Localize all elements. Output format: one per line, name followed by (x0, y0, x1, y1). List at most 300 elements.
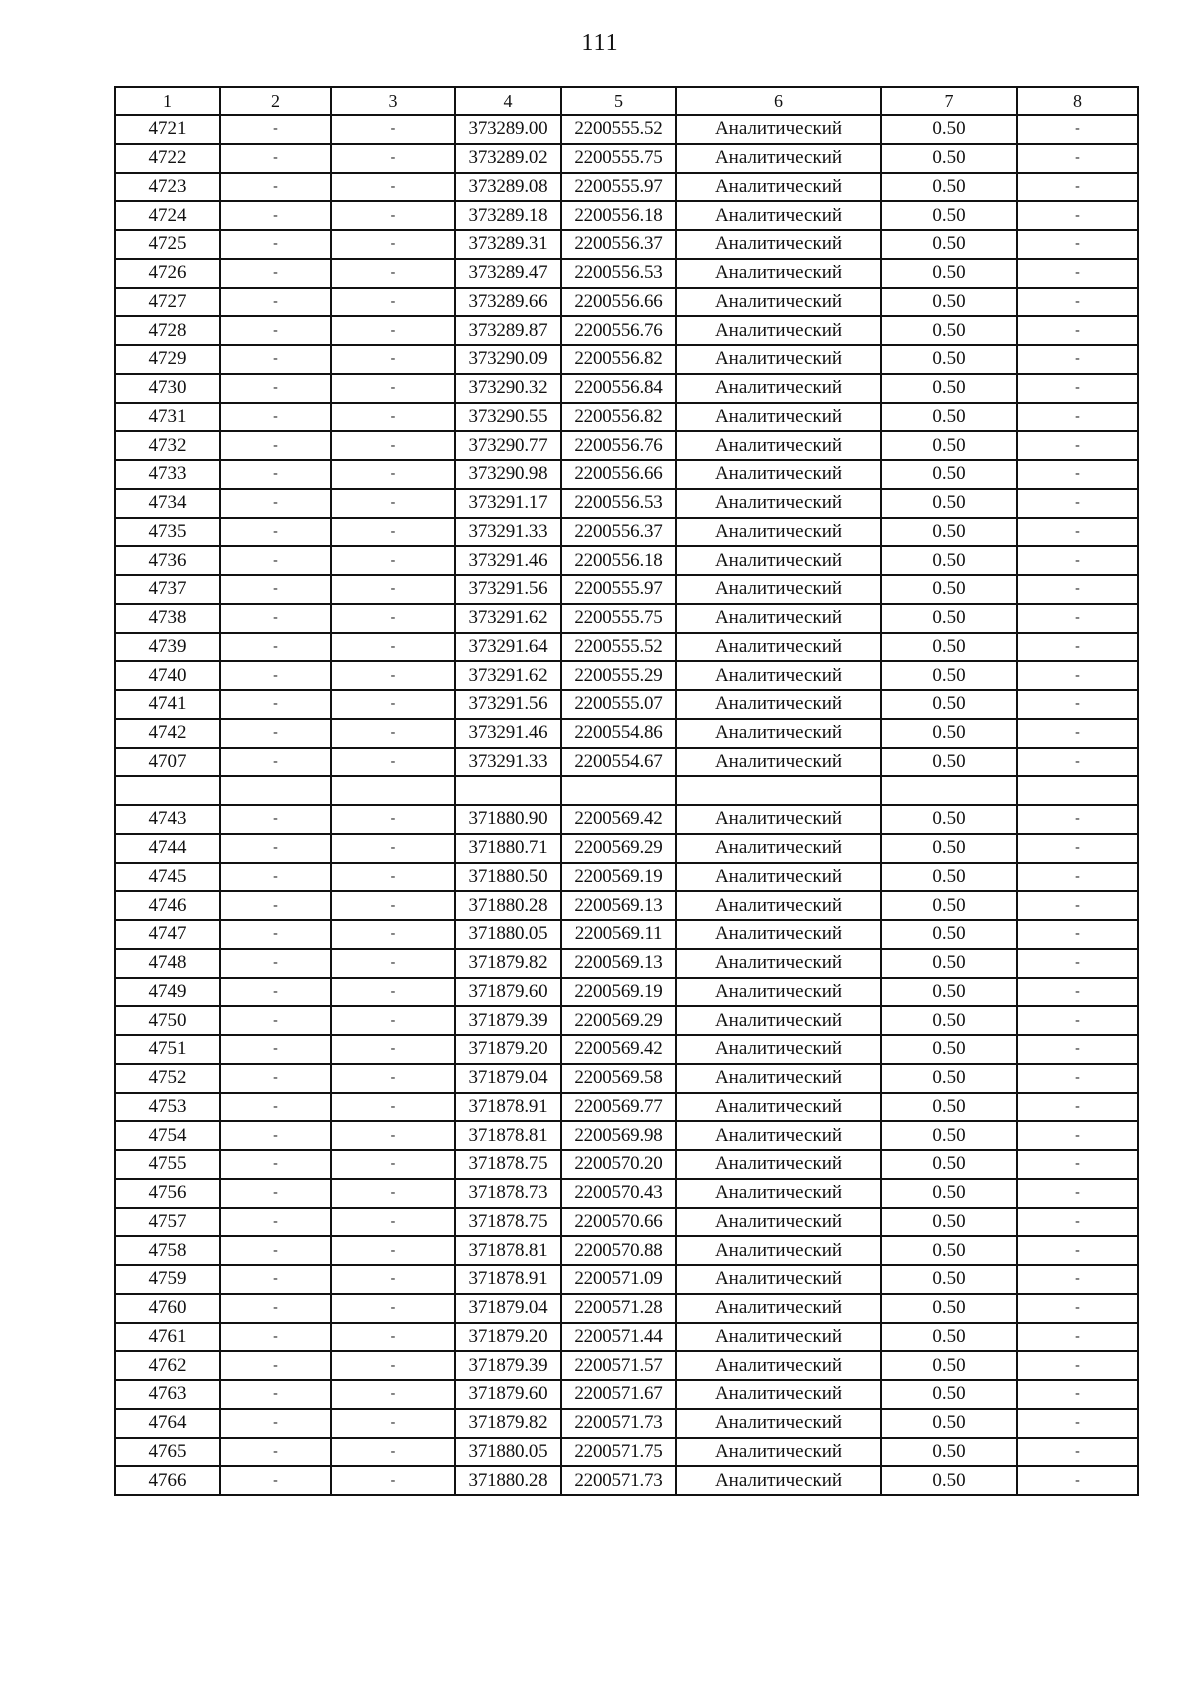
column-header-4: 4 (455, 87, 561, 115)
accuracy-cell: 0.50 (881, 748, 1017, 777)
x-coordinate-cell: 373291.56 (455, 575, 561, 604)
accuracy-cell: 0.50 (881, 1323, 1017, 1352)
x-coordinate-cell: 371880.05 (455, 1438, 561, 1467)
method-cell: Аналитический (676, 575, 881, 604)
accuracy-cell: 0.50 (881, 173, 1017, 202)
col3-value-cell: - (331, 1466, 455, 1495)
col3-value-cell: - (331, 949, 455, 978)
col8-value-cell: - (1017, 949, 1138, 978)
col8-value-cell: - (1017, 1466, 1138, 1495)
col3-value-cell: - (331, 144, 455, 173)
method-cell: Аналитический (676, 1035, 881, 1064)
col3-value-cell: - (331, 1150, 455, 1179)
accuracy-cell: 0.50 (881, 949, 1017, 978)
col2-value-cell: - (220, 661, 331, 690)
accuracy-cell: 0.50 (881, 518, 1017, 547)
accuracy-cell: 0.50 (881, 1035, 1017, 1064)
col8-value-cell: - (1017, 690, 1138, 719)
x-coordinate-cell: 371880.05 (455, 920, 561, 949)
col2-value-cell: - (220, 173, 331, 202)
method-cell: Аналитический (676, 1006, 881, 1035)
point-number-cell: 4765 (115, 1438, 220, 1467)
column-header-8: 8 (1017, 87, 1138, 115)
y-coordinate-cell: 2200569.29 (561, 1006, 676, 1035)
x-coordinate-cell: 371879.04 (455, 1294, 561, 1323)
col8-value-cell: - (1017, 518, 1138, 547)
x-coordinate-cell: 371879.82 (455, 1409, 561, 1438)
y-coordinate-cell: 2200554.86 (561, 719, 676, 748)
x-coordinate-cell: 373290.09 (455, 345, 561, 374)
table-row (115, 345, 1138, 374)
col3-value-cell: - (331, 1351, 455, 1380)
table-row (115, 661, 1138, 690)
table-row (115, 748, 1138, 777)
method-cell: Аналитический (676, 661, 881, 690)
col8-value-cell: - (1017, 1150, 1138, 1179)
method-cell: Аналитический (676, 431, 881, 460)
col3-value-cell: - (331, 891, 455, 920)
x-coordinate-cell: 373291.56 (455, 690, 561, 719)
accuracy-cell: 0.50 (881, 1236, 1017, 1265)
method-cell: Аналитический (676, 1409, 881, 1438)
table-body (115, 115, 1138, 1495)
accuracy-cell: 0.50 (881, 288, 1017, 317)
method-cell: Аналитический (676, 230, 881, 259)
col3-value-cell: - (331, 489, 455, 518)
col2-value-cell: - (220, 259, 331, 288)
col2-value-cell: - (220, 1121, 331, 1150)
table-row (115, 891, 1138, 920)
col3-value-cell: - (331, 1035, 455, 1064)
method-cell: Аналитический (676, 604, 881, 633)
method-cell: Аналитический (676, 460, 881, 489)
y-coordinate-cell: 2200571.09 (561, 1265, 676, 1294)
accuracy-cell: 0.50 (881, 1093, 1017, 1122)
table-row (115, 805, 1138, 834)
x-coordinate-cell: 373289.08 (455, 173, 561, 202)
method-cell: Аналитический (676, 173, 881, 202)
col3-value-cell: - (331, 1294, 455, 1323)
accuracy-cell: 0.50 (881, 1265, 1017, 1294)
col2-value-cell: - (220, 1409, 331, 1438)
y-coordinate-cell: 2200571.57 (561, 1351, 676, 1380)
point-number-cell: 4758 (115, 1236, 220, 1265)
y-coordinate-cell: 2200569.13 (561, 949, 676, 978)
col8-value-cell: - (1017, 719, 1138, 748)
accuracy-cell: 0.50 (881, 575, 1017, 604)
method-cell: Аналитический (676, 719, 881, 748)
column-header-5: 5 (561, 87, 676, 115)
accuracy-cell: 0.50 (881, 431, 1017, 460)
y-coordinate-cell: 2200569.58 (561, 1064, 676, 1093)
table-row (115, 144, 1138, 173)
table-header-row (115, 87, 1138, 115)
accuracy-cell: 0.50 (881, 259, 1017, 288)
method-cell: Аналитический (676, 949, 881, 978)
col3-value-cell: - (331, 575, 455, 604)
y-coordinate-cell: 2200556.53 (561, 259, 676, 288)
col2-value-cell: - (220, 374, 331, 403)
point-number-cell: 4749 (115, 978, 220, 1007)
col3-value-cell: - (331, 834, 455, 863)
table-row (115, 1121, 1138, 1150)
col2-value-cell: - (220, 403, 331, 432)
table-row (115, 690, 1138, 719)
col3-value-cell: - (331, 748, 455, 777)
y-coordinate-cell: 2200556.18 (561, 546, 676, 575)
point-number-cell: 4741 (115, 690, 220, 719)
x-coordinate-cell: 371880.28 (455, 891, 561, 920)
table-row (115, 575, 1138, 604)
method-cell: Аналитический (676, 834, 881, 863)
point-number-cell: 4730 (115, 374, 220, 403)
table-row (115, 1179, 1138, 1208)
table-row (115, 259, 1138, 288)
col2-value-cell: - (220, 1035, 331, 1064)
x-coordinate-cell: 373289.47 (455, 259, 561, 288)
point-number-cell: 4755 (115, 1150, 220, 1179)
col3-value-cell: - (331, 173, 455, 202)
col2-value-cell: - (220, 834, 331, 863)
point-number-cell: 4740 (115, 661, 220, 690)
table-row (115, 920, 1138, 949)
accuracy-cell: 0.50 (881, 316, 1017, 345)
col2-value-cell: - (220, 1006, 331, 1035)
col8-value-cell: - (1017, 173, 1138, 202)
col2-value-cell: - (220, 489, 331, 518)
table-row (115, 316, 1138, 345)
x-coordinate-cell: 371879.20 (455, 1035, 561, 1064)
accuracy-cell: 0.50 (881, 345, 1017, 374)
col3-value-cell: - (331, 546, 455, 575)
y-coordinate-cell: 2200570.43 (561, 1179, 676, 1208)
accuracy-cell: 0.50 (881, 1294, 1017, 1323)
y-coordinate-cell: 2200556.76 (561, 316, 676, 345)
point-number-cell: 4746 (115, 891, 220, 920)
method-cell: Аналитический (676, 978, 881, 1007)
col8-value-cell: - (1017, 1380, 1138, 1409)
col8-value-cell: - (1017, 1064, 1138, 1093)
table-row (115, 1294, 1138, 1323)
accuracy-cell: 0.50 (881, 489, 1017, 518)
y-coordinate-cell: 2200569.19 (561, 863, 676, 892)
col8-value-cell: - (1017, 1236, 1138, 1265)
col3-value-cell: - (331, 230, 455, 259)
method-cell: Аналитический (676, 403, 881, 432)
y-coordinate-cell: 2200569.11 (561, 920, 676, 949)
x-coordinate-cell: 371878.91 (455, 1093, 561, 1122)
table-row (115, 834, 1138, 863)
col8-value-cell: - (1017, 834, 1138, 863)
x-coordinate-cell: 371878.75 (455, 1150, 561, 1179)
method-cell: Аналитический (676, 1179, 881, 1208)
col3-value-cell: - (331, 1006, 455, 1035)
accuracy-cell: 0.50 (881, 230, 1017, 259)
col8-value-cell: - (1017, 1179, 1138, 1208)
table-row (115, 1064, 1138, 1093)
col8-value-cell: - (1017, 805, 1138, 834)
point-number-cell: 4738 (115, 604, 220, 633)
col2-value-cell: - (220, 690, 331, 719)
method-cell: Аналитический (676, 1208, 881, 1237)
col3-value-cell: - (331, 805, 455, 834)
accuracy-cell: 0.50 (881, 834, 1017, 863)
col2-value-cell: - (220, 1380, 331, 1409)
x-coordinate-cell: 373291.33 (455, 748, 561, 777)
col3-value-cell: - (331, 978, 455, 1007)
col8-value-cell: - (1017, 748, 1138, 777)
y-coordinate-cell: 2200555.52 (561, 115, 676, 144)
y-coordinate-cell: 2200571.73 (561, 1466, 676, 1495)
y-coordinate-cell: 2200570.88 (561, 1236, 676, 1265)
method-cell: Аналитический (676, 288, 881, 317)
point-number-cell (115, 776, 220, 805)
y-coordinate-cell: 2200571.44 (561, 1323, 676, 1352)
table-row (115, 115, 1138, 144)
col3-value-cell: - (331, 1208, 455, 1237)
col2-value-cell: - (220, 633, 331, 662)
method-cell: Аналитический (676, 546, 881, 575)
x-coordinate-cell: 371879.82 (455, 949, 561, 978)
table-row (115, 1093, 1138, 1122)
col3-value-cell: - (331, 661, 455, 690)
col8-value-cell (1017, 776, 1138, 805)
method-cell: Аналитический (676, 690, 881, 719)
method-cell: Аналитический (676, 518, 881, 547)
point-number-cell: 4766 (115, 1466, 220, 1495)
point-number-cell: 4728 (115, 316, 220, 345)
table-row (115, 1466, 1138, 1495)
col2-value-cell: - (220, 201, 331, 230)
table-row (115, 1438, 1138, 1467)
x-coordinate-cell: 371878.73 (455, 1179, 561, 1208)
col8-value-cell: - (1017, 345, 1138, 374)
col8-value-cell: - (1017, 1035, 1138, 1064)
column-header-6: 6 (676, 87, 881, 115)
point-number-cell: 4750 (115, 1006, 220, 1035)
y-coordinate-cell: 2200556.66 (561, 460, 676, 489)
x-coordinate-cell: 373291.62 (455, 604, 561, 633)
col2-value-cell: - (220, 719, 331, 748)
accuracy-cell: 0.50 (881, 403, 1017, 432)
table-row (115, 201, 1138, 230)
y-coordinate-cell: 2200571.75 (561, 1438, 676, 1467)
point-number-cell: 4727 (115, 288, 220, 317)
col3-value-cell: - (331, 403, 455, 432)
table-row (115, 1351, 1138, 1380)
col2-value-cell: - (220, 345, 331, 374)
col3-value-cell: - (331, 1265, 455, 1294)
point-number-cell: 4721 (115, 115, 220, 144)
table-row (115, 1323, 1138, 1352)
y-coordinate-cell: 2200556.53 (561, 489, 676, 518)
col8-value-cell: - (1017, 1351, 1138, 1380)
accuracy-cell: 0.50 (881, 1409, 1017, 1438)
table-row (115, 403, 1138, 432)
x-coordinate-cell: 373291.17 (455, 489, 561, 518)
col2-value-cell: - (220, 1294, 331, 1323)
accuracy-cell: 0.50 (881, 863, 1017, 892)
method-cell: Аналитический (676, 1323, 881, 1352)
x-coordinate-cell: 373290.77 (455, 431, 561, 460)
accuracy-cell: 0.50 (881, 460, 1017, 489)
col2-value-cell: - (220, 1150, 331, 1179)
col2-value-cell: - (220, 1179, 331, 1208)
x-coordinate-cell: 373289.66 (455, 288, 561, 317)
x-coordinate-cell: 373290.32 (455, 374, 561, 403)
method-cell: Аналитический (676, 891, 881, 920)
method-cell: Аналитический (676, 1351, 881, 1380)
col8-value-cell: - (1017, 546, 1138, 575)
table-row (115, 1006, 1138, 1035)
accuracy-cell: 0.50 (881, 633, 1017, 662)
method-cell: Аналитический (676, 1294, 881, 1323)
table-row (115, 1150, 1138, 1179)
x-coordinate-cell (455, 776, 561, 805)
col8-value-cell: - (1017, 1121, 1138, 1150)
accuracy-cell: 0.50 (881, 1150, 1017, 1179)
column-header-1: 1 (115, 87, 220, 115)
x-coordinate-cell: 371878.75 (455, 1208, 561, 1237)
col2-value-cell: - (220, 1093, 331, 1122)
x-coordinate-cell: 371879.39 (455, 1006, 561, 1035)
point-number-cell: 4734 (115, 489, 220, 518)
x-coordinate-cell: 373291.64 (455, 633, 561, 662)
accuracy-cell: 0.50 (881, 690, 1017, 719)
y-coordinate-cell: 2200556.66 (561, 288, 676, 317)
x-coordinate-cell: 373290.98 (455, 460, 561, 489)
y-coordinate-cell: 2200555.52 (561, 633, 676, 662)
y-coordinate-cell: 2200555.75 (561, 604, 676, 633)
column-header-7: 7 (881, 87, 1017, 115)
table-row (115, 374, 1138, 403)
y-coordinate-cell: 2200556.37 (561, 518, 676, 547)
col3-value-cell: - (331, 1179, 455, 1208)
col3-value-cell: - (331, 920, 455, 949)
col3-value-cell: - (331, 288, 455, 317)
point-number-cell: 4722 (115, 144, 220, 173)
accuracy-cell (881, 776, 1017, 805)
col8-value-cell: - (1017, 489, 1138, 518)
col8-value-cell: - (1017, 575, 1138, 604)
col2-value-cell: - (220, 1265, 331, 1294)
col2-value-cell: - (220, 1323, 331, 1352)
method-cell: Аналитический (676, 259, 881, 288)
table-row (115, 863, 1138, 892)
column-header-3: 3 (331, 87, 455, 115)
point-number-cell: 4745 (115, 863, 220, 892)
col8-value-cell: - (1017, 604, 1138, 633)
x-coordinate-cell: 371880.28 (455, 1466, 561, 1495)
table-row (115, 1265, 1138, 1294)
method-cell: Аналитический (676, 920, 881, 949)
page-number: 111 (581, 30, 619, 56)
point-number-cell: 4729 (115, 345, 220, 374)
col3-value-cell (331, 776, 455, 805)
col2-value-cell: - (220, 949, 331, 978)
x-coordinate-cell: 373290.55 (455, 403, 561, 432)
x-coordinate-cell: 371880.50 (455, 863, 561, 892)
point-number-cell: 4763 (115, 1380, 220, 1409)
accuracy-cell: 0.50 (881, 805, 1017, 834)
x-coordinate-cell: 373289.31 (455, 230, 561, 259)
col2-value-cell: - (220, 1208, 331, 1237)
point-number-cell: 4761 (115, 1323, 220, 1352)
x-coordinate-cell: 371878.91 (455, 1265, 561, 1294)
col8-value-cell: - (1017, 1438, 1138, 1467)
accuracy-cell: 0.50 (881, 891, 1017, 920)
col2-value-cell: - (220, 1466, 331, 1495)
method-cell: Аналитический (676, 316, 881, 345)
method-cell: Аналитический (676, 144, 881, 173)
col8-value-cell: - (1017, 978, 1138, 1007)
method-cell: Аналитический (676, 374, 881, 403)
accuracy-cell: 0.50 (881, 1466, 1017, 1495)
y-coordinate-cell: 2200569.19 (561, 978, 676, 1007)
col2-value-cell: - (220, 1236, 331, 1265)
y-coordinate-cell: 2200569.98 (561, 1121, 676, 1150)
point-number-cell: 4762 (115, 1351, 220, 1380)
col8-value-cell: - (1017, 1294, 1138, 1323)
point-number-cell: 4742 (115, 719, 220, 748)
point-number-cell: 4759 (115, 1265, 220, 1294)
x-coordinate-cell: 371880.71 (455, 834, 561, 863)
y-coordinate-cell: 2200555.97 (561, 575, 676, 604)
table-row (115, 633, 1138, 662)
col3-value-cell: - (331, 201, 455, 230)
col3-value-cell: - (331, 1438, 455, 1467)
method-cell: Аналитический (676, 633, 881, 662)
col3-value-cell: - (331, 604, 455, 633)
col3-value-cell: - (331, 633, 455, 662)
accuracy-cell: 0.50 (881, 661, 1017, 690)
table-row (115, 1409, 1138, 1438)
method-cell: Аналитический (676, 489, 881, 518)
col8-value-cell: - (1017, 891, 1138, 920)
col2-value-cell: - (220, 1351, 331, 1380)
col2-value-cell: - (220, 230, 331, 259)
table-row (115, 949, 1138, 978)
col8-value-cell: - (1017, 201, 1138, 230)
col2-value-cell: - (220, 431, 331, 460)
table-row (115, 288, 1138, 317)
accuracy-cell: 0.50 (881, 719, 1017, 748)
col3-value-cell: - (331, 719, 455, 748)
accuracy-cell: 0.50 (881, 978, 1017, 1007)
x-coordinate-cell: 371879.60 (455, 1380, 561, 1409)
col3-value-cell: - (331, 259, 455, 288)
method-cell: Аналитический (676, 1438, 881, 1467)
x-coordinate-cell: 373289.18 (455, 201, 561, 230)
y-coordinate-cell: 2200555.07 (561, 690, 676, 719)
y-coordinate-cell: 2200554.67 (561, 748, 676, 777)
col8-value-cell: - (1017, 460, 1138, 489)
point-number-cell: 4735 (115, 518, 220, 547)
table-row (115, 1380, 1138, 1409)
col8-value-cell: - (1017, 1409, 1138, 1438)
col8-value-cell: - (1017, 661, 1138, 690)
table-row (115, 489, 1138, 518)
point-number-cell: 4753 (115, 1093, 220, 1122)
x-coordinate-cell: 371879.04 (455, 1064, 561, 1093)
col2-value-cell: - (220, 1438, 331, 1467)
x-coordinate-cell: 373289.87 (455, 316, 561, 345)
method-cell: Аналитический (676, 115, 881, 144)
col3-value-cell: - (331, 1121, 455, 1150)
point-number-cell: 4737 (115, 575, 220, 604)
y-coordinate-cell: 2200569.77 (561, 1093, 676, 1122)
accuracy-cell: 0.50 (881, 1380, 1017, 1409)
